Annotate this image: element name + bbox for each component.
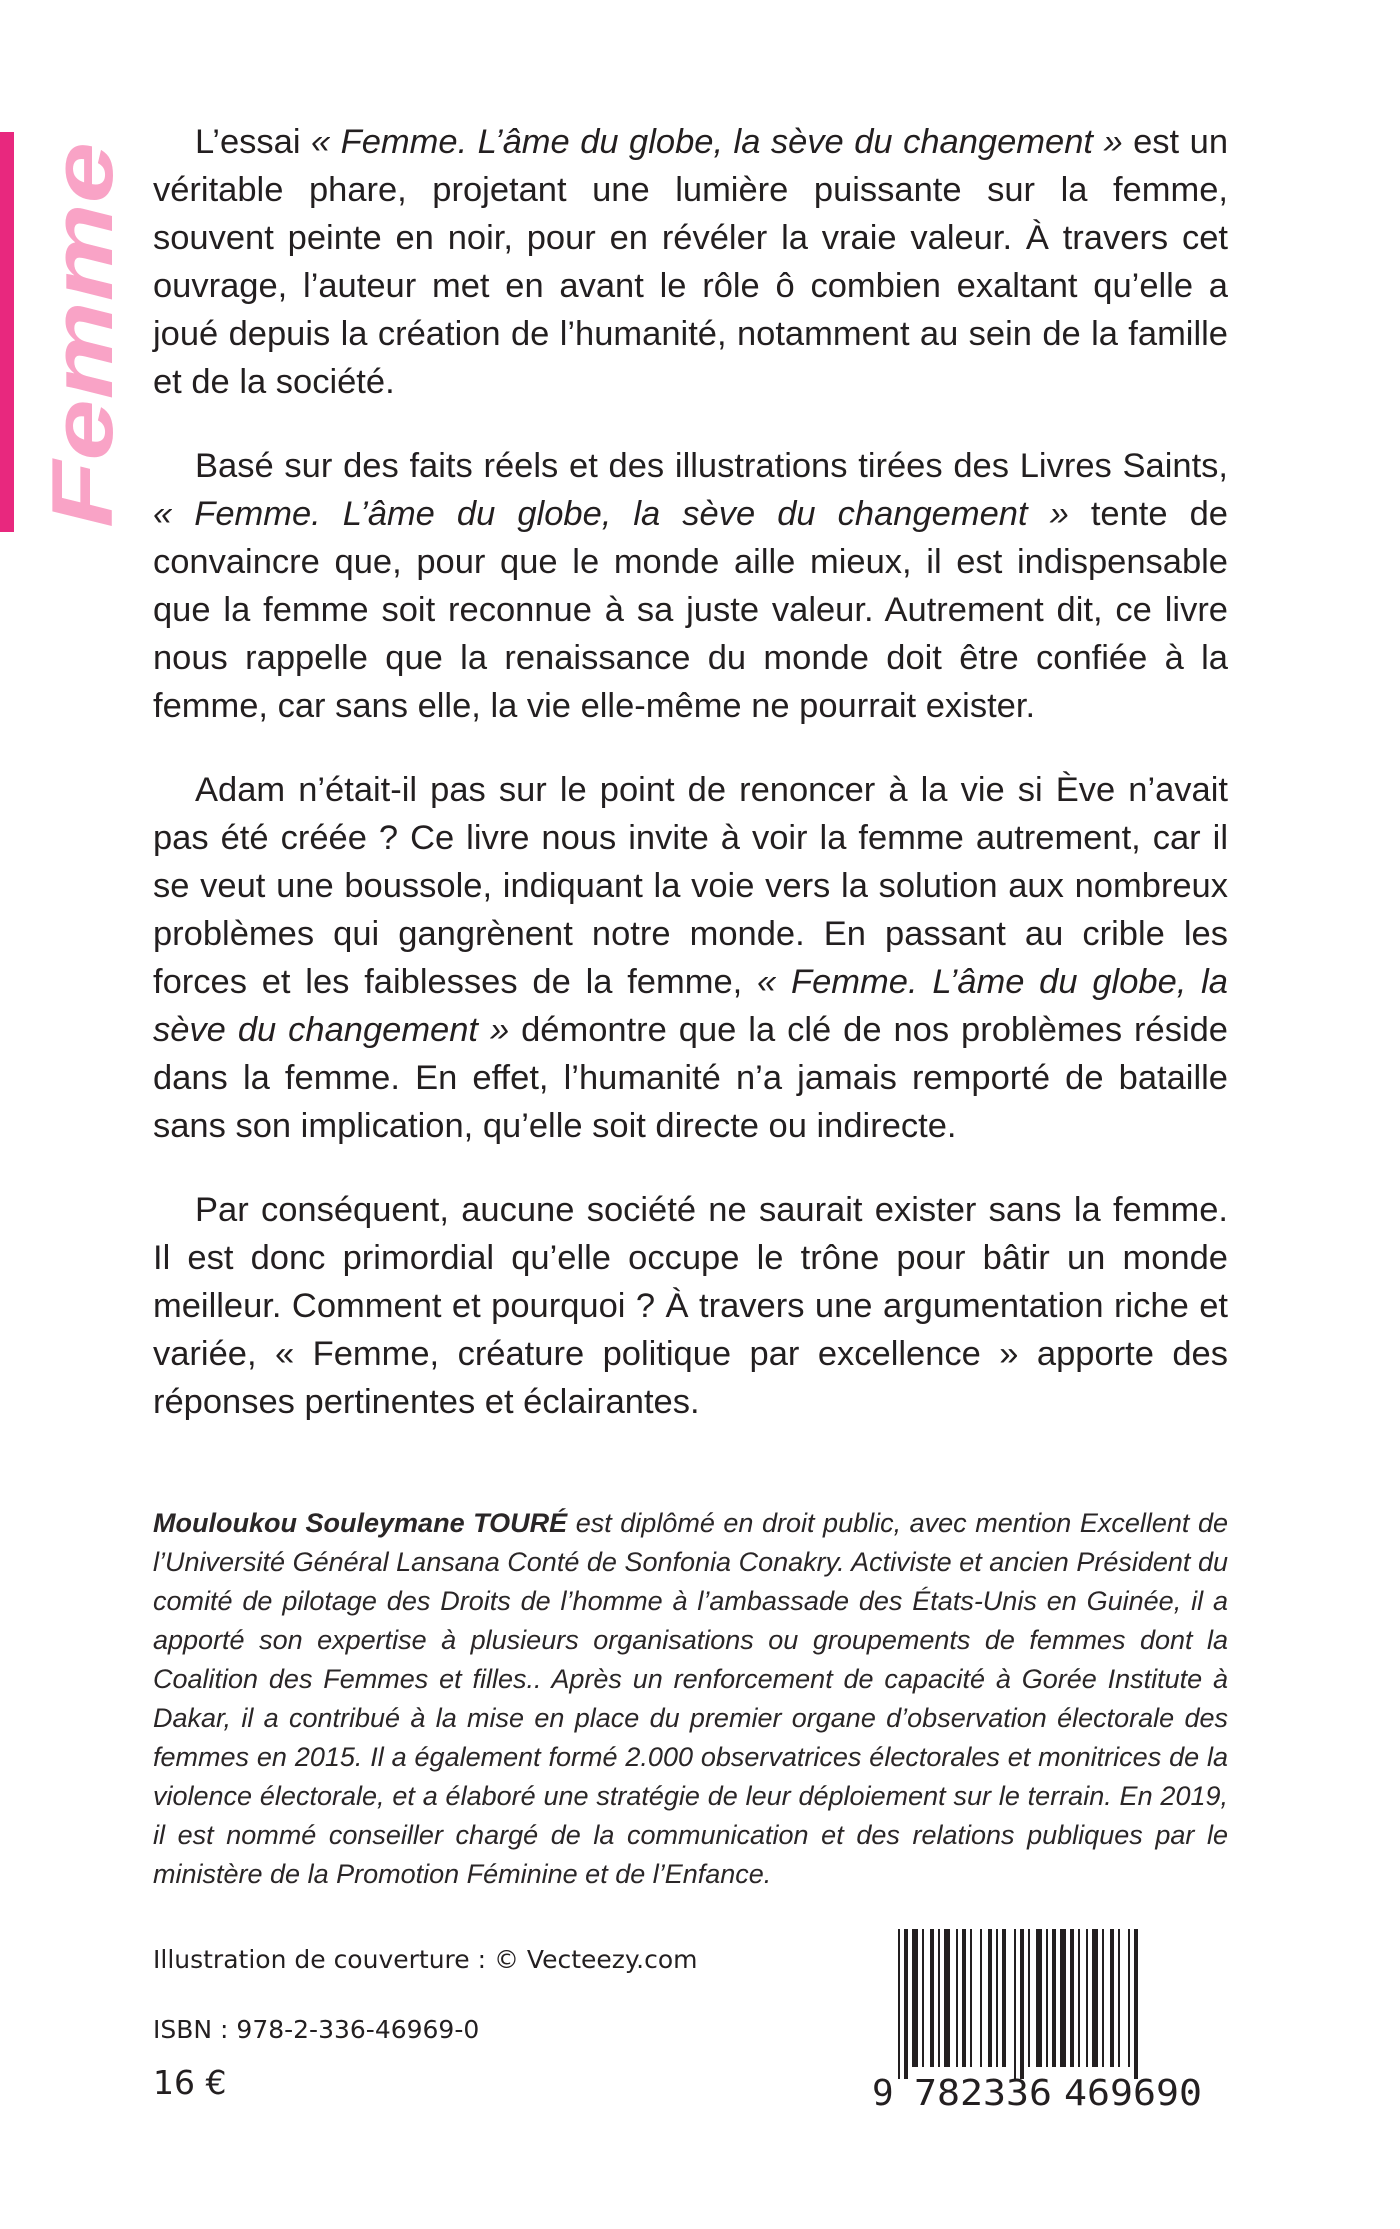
- barcode-bar: [956, 1929, 958, 2067]
- paragraph-3: [153, 766, 1228, 1150]
- paragraph-2-lead: Basé sur des faits réels et des illustrations tirées des Livres Saints,: [195, 447, 1228, 485]
- paragraph-4: Par conséquent, aucune société ne saurait exister sans la femme. Il est donc primordial qu’elle occupe le trône pour bâtir un monde meilleur. Comment et pourquoi ? À travers une argumentation riche et variée, « Femme, créature politique par excellence » apporte des réponses pertinentes et éclairantes.: [153, 1191, 1228, 1421]
- barcode-bar: [930, 1929, 934, 2067]
- paragraph-2-rest: tente de convaincre que, pour que le monde aille mieux, il est indispensable que la femme soit reconnue à sa juste valeur. Autrement dit, ce livre nous rappelle que la renaissance du monde doit être confiée à la femme, car sans elle, la vie elle-même ne pourrait exister.: [153, 495, 1228, 725]
- paragraph-1: [153, 118, 1228, 406]
- barcode-bar: [1110, 1929, 1114, 2067]
- barcode-bar: [898, 1929, 900, 2079]
- paragraph-3-rest: démontre que la clé de nos problèmes réside dans la femme. En effet, l’humanité n’a jamais remporté de bataille sans son implication, qu’elle soit directe ou indirecte.: [153, 1011, 1228, 1145]
- price: 16 €: [153, 2063, 227, 2102]
- back-cover-text: [153, 118, 1228, 1894]
- barcode-bar: [1070, 1929, 1074, 2067]
- book-title-italic: « Femme. L’âme du globe, la sève du changement »: [153, 963, 1228, 1049]
- barcode-bar: [1052, 1929, 1056, 2067]
- book-title-italic: « Femme. L’âme du globe, la sève du changement »: [153, 495, 1069, 533]
- barcode-bar: [1014, 1929, 1016, 2079]
- barcode-bar: [1060, 1929, 1066, 2067]
- barcode-bar: [970, 1929, 972, 2067]
- barcode-bars: [898, 1929, 1138, 2079]
- barcode-bar: [1020, 1929, 1024, 2079]
- barcode-bar: [938, 1929, 940, 2067]
- barcode-bar: [1102, 1929, 1104, 2067]
- barcode-digits-left: 782336: [914, 2073, 1052, 2114]
- barcode-bar: [1036, 1929, 1042, 2067]
- author-bio: [153, 1504, 1228, 1894]
- isbn: ISBN : 978-2-336-46969-0: [153, 2015, 480, 2044]
- barcode-bar: [962, 1929, 966, 2067]
- pink-accent-bar: [0, 132, 14, 532]
- barcode-digits-right: 469690: [1064, 2073, 1202, 2114]
- spine-title: [35, 140, 131, 530]
- barcode-bar: [1086, 1929, 1088, 2067]
- barcode-bar: [980, 1929, 982, 2067]
- barcode-bar: [1078, 1929, 1080, 2067]
- barcode-bar: [1046, 1929, 1048, 2067]
- barcode-bar: [912, 1929, 918, 2067]
- paragraph-3-lead: Adam n’était-il pas sur le point de renoncer à la vie si Ève n’avait pas été créée ? Ce livre nous invite à voir la femme autrement, car il se veut une boussole, indiquant la voie vers la solution aux nombreux problèmes qui gangrènent notre monde. En passant au crible les forces et les faiblesses de la femme,: [153, 771, 1228, 1001]
- paragraph-2: [153, 442, 1228, 730]
- barcode-bar: [988, 1929, 992, 2067]
- barcode-bar: [1028, 1929, 1030, 2067]
- barcode-bar: [996, 1929, 998, 2067]
- paragraph-1-lead: L’essai: [195, 123, 311, 161]
- isbn-barcode: [868, 1923, 1228, 2113]
- illustration-credit: Illustration de couverture : © Vecteezy.com: [153, 1945, 698, 1974]
- barcode-bar: [1002, 1929, 1006, 2067]
- barcode-bar: [1118, 1929, 1120, 2067]
- barcode-bar: [1128, 1929, 1130, 2067]
- barcode-bar: [922, 1929, 924, 2067]
- barcode-bar: [904, 1929, 908, 2079]
- paragraph-1-rest: est un véritable phare, projetant une lumière puissante sur la femme, souvent peinte en noir, pour en révéler la vraie valeur. À travers cet ouvrage, l’auteur met en avant le rôle ô combien exaltant qu’elle a joué depuis la création de l’humanité, notamment au sein de la famille et de la société.: [153, 123, 1229, 401]
- author-name: Mouloukou Souleymane TOURÉ: [153, 1508, 568, 1538]
- author-bio-text: est diplômé en droit public, avec mention Excellent de l’Université Général Lansana Conté de Sonfonia Conakry. Activiste et ancien Président du comité de pilotage des Droits de l’homme à l’ambassade des États-Unis en Guinée, il a apporté son expertise à plusieurs organisations ou groupements de femmes dont la Coalition des Femmes et filles.. Après un renforcement de capacité à Gorée Institute à Dakar, il a contribué à la mise en place du premier organe d’observation électorale des femmes en 2015. Il a également formé 2.000 observatrices électorales et monitrices de la violence électorale, et a élaboré une stratégie de leur déploiement sur le terrain. En 2019, il est nommé conseiller chargé de la communication et des relations publiques par le ministère de la Promotion Féminine et de l’Enfance.: [153, 1508, 1228, 1889]
- barcode-digit-first: 9: [872, 2073, 894, 2114]
- barcode-bar: [944, 1929, 950, 2067]
- barcode-bar: [1092, 1929, 1098, 2067]
- barcode-bar: [1134, 1929, 1138, 2079]
- book-title-italic: « Femme. L’âme du globe, la sève du changement »: [310, 123, 1123, 161]
- spine-title-text: Femme: [35, 226, 131, 528]
